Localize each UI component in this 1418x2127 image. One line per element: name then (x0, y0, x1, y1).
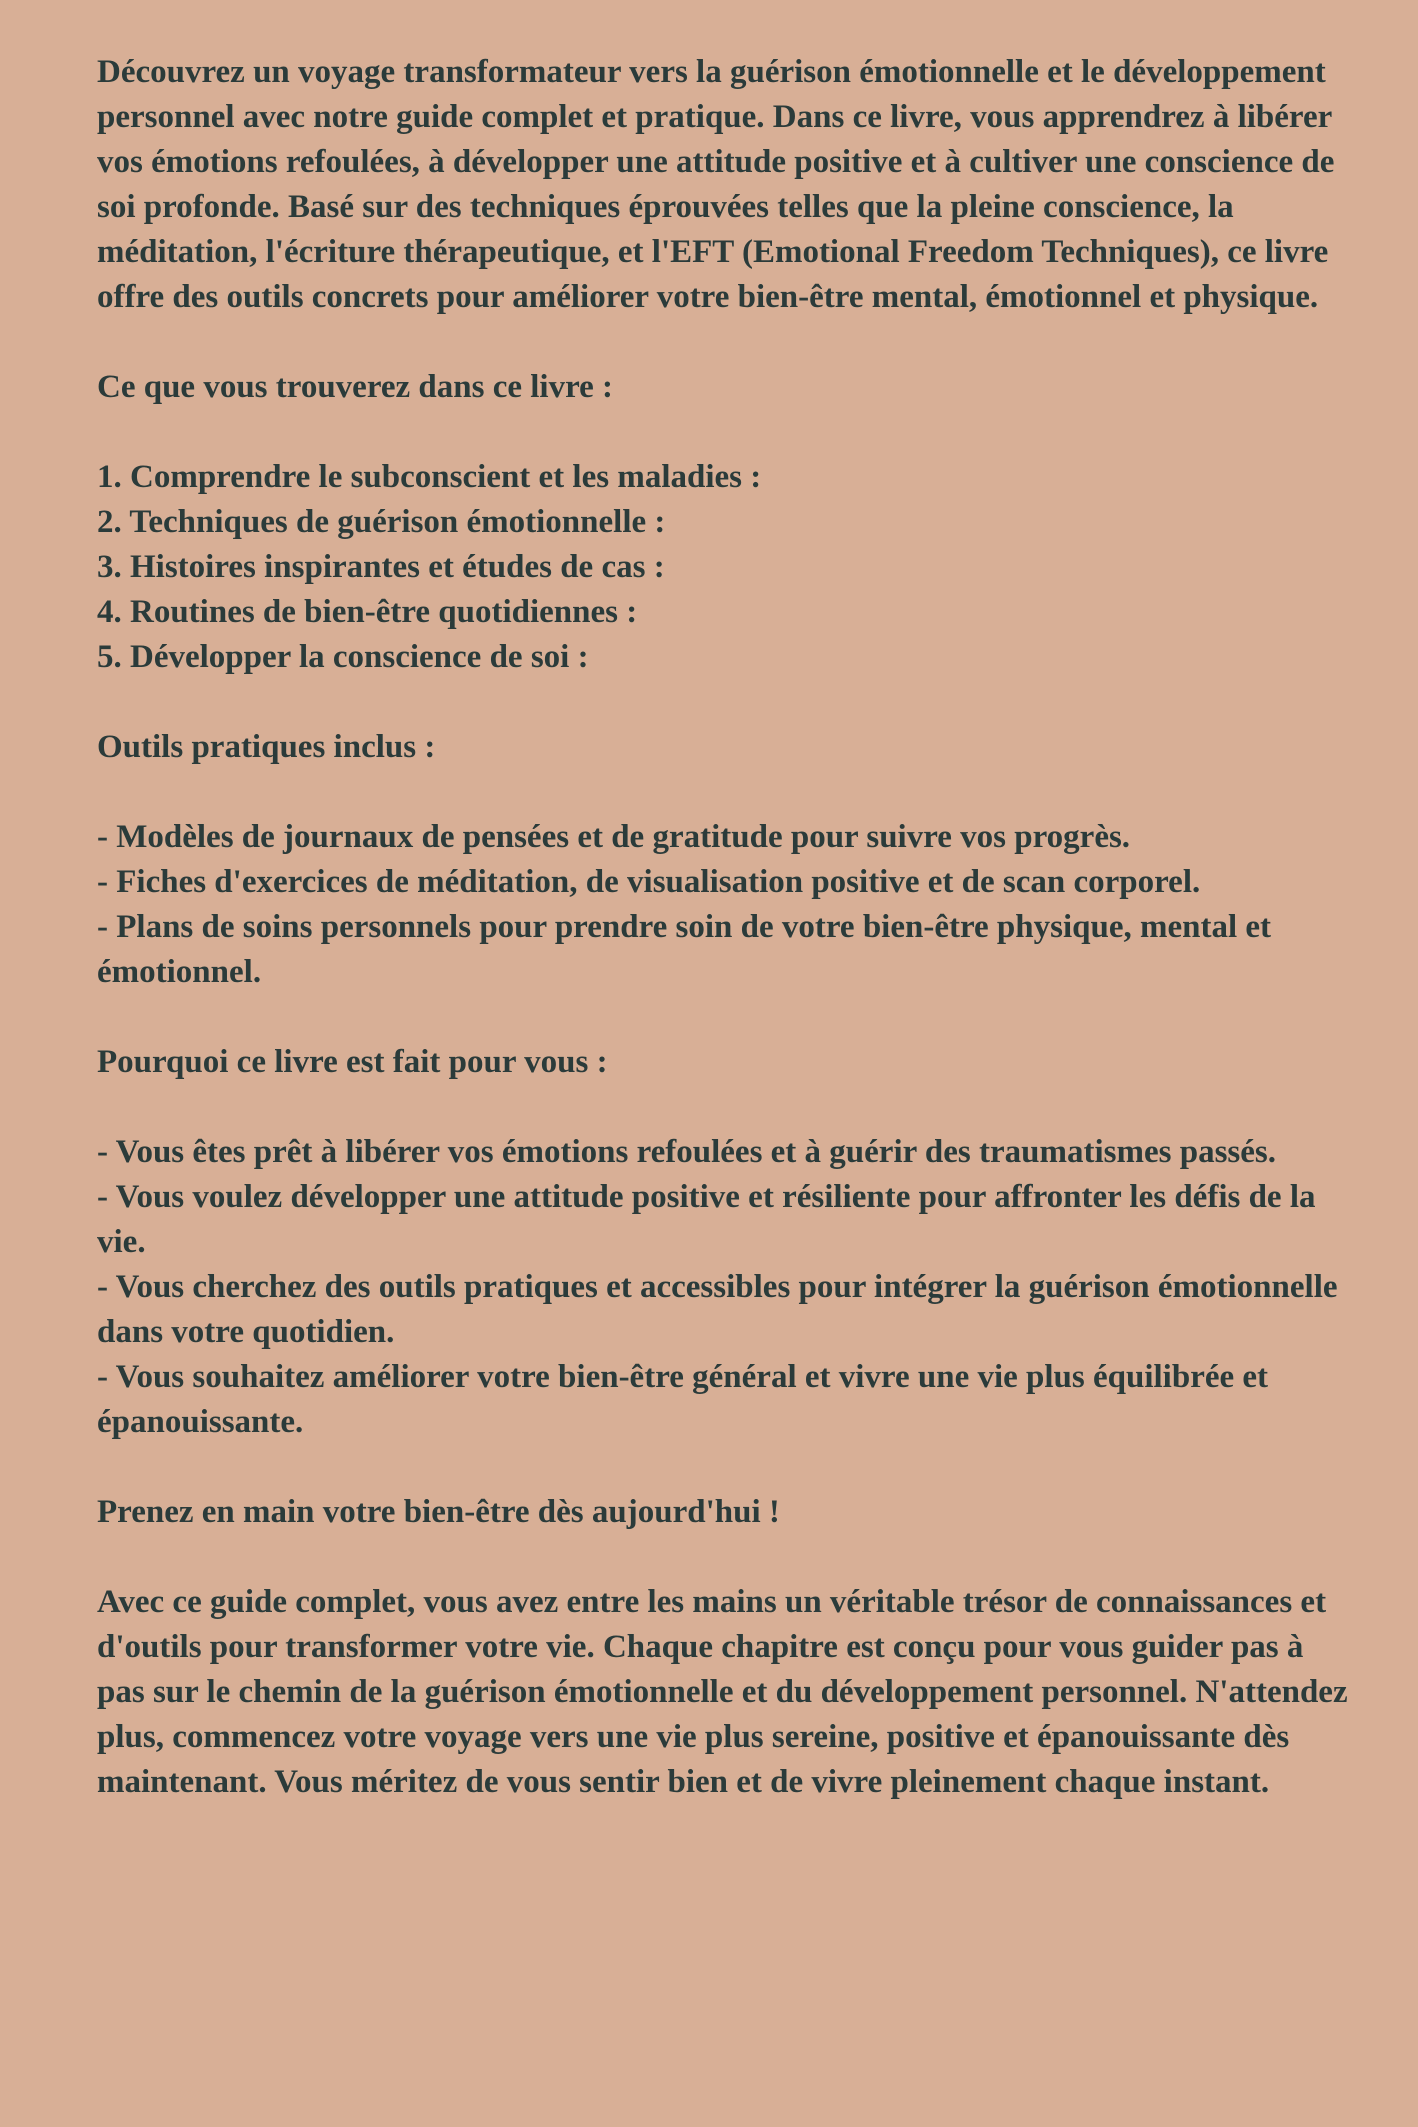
intro-paragraph: Découvrez un voyage transformateur vers la guérison émotionnelle et le développement personnel avec notre guide complet et pratique. Dans ce livre, vous apprendrez à libérer vos émotions refoulées, à développer une attitude positive et à cultiver une conscience de soi profonde. Basé sur des techniques éprouvées telles que la pleine conscience, la méditation, l'écriture thérapeutique, et l'EFT (Emotional Freedom Techniques), ce livre offre des outils concrets pour améliorer votre bien-être mental, émotionnel et physique. (97, 54, 1335, 315)
why-list (97, 1130, 1358, 1445)
contents-item: 3. Histoires inspirantes et études de cas : (97, 549, 665, 585)
tools-item: - Plans de soins personnels pour prendre soin de votre bien-être physique, mental et émotionnel. (97, 909, 1272, 990)
why-heading: Pourquoi ce livre est fait pour vous : (97, 1044, 608, 1080)
spacer (97, 1535, 1358, 1580)
contents-list (97, 455, 1358, 680)
tools-heading: Outils pratiques inclus : (97, 729, 436, 765)
tools-item: - Fiches d'exercices de méditation, de visualisation positive et de scan corporel. (97, 864, 1201, 900)
why-item: - Vous cherchez des outils pratiques et accessibles pour intégrer la guérison émotionnelle dans votre quotidien. (97, 1269, 1338, 1350)
why-item: - Vous êtes prêt à libérer vos émotions refoulées et à guérir des traumatismes passés. (97, 1134, 1276, 1170)
contents-item: 2. Techniques de guérison émotionnelle : (97, 504, 666, 540)
why-item: - Vous voulez développer une attitude positive et résiliente pour affronter les défis de la vie. (97, 1179, 1316, 1260)
tools-item: - Modèles de journaux de pensées et de gratitude pour suivre vos progrès. (97, 819, 1131, 855)
spacer (97, 1445, 1358, 1490)
spacer (97, 320, 1358, 365)
spacer (97, 770, 1358, 815)
contents-item: 4. Routines de bien-être quotidiennes : (97, 594, 638, 630)
tools-list (97, 815, 1358, 995)
contents-heading: Ce que vous trouverez dans ce livre : (97, 369, 614, 405)
contents-item: 1. Comprendre le subconscient et les maladies : (97, 459, 762, 495)
contents-item: 5. Développer la conscience de soi : (97, 639, 589, 675)
why-item: - Vous souhaitez améliorer votre bien-être général et vivre une vie plus équilibrée et épanouissante. (97, 1359, 1269, 1440)
closing-paragraph: Avec ce guide complet, vous avez entre les mains un véritable trésor de connaissances et d'outils pour transformer votre vie. Chaque chapitre est conçu pour vous guider pas à pas sur le chemin de la guérison émotionnelle et du développement personnel. N'attendez plus, commencez votre voyage vers une vie plus sereine, positive et épanouissante dès maintenant. Vous méritez de vous sentir bien et de vivre pleinement chaque instant. (97, 1584, 1348, 1800)
call-to-action: Prenez en main votre bien-être dès aujourd'hui ! (97, 1494, 780, 1530)
spacer (97, 1085, 1358, 1130)
spacer (97, 410, 1358, 455)
spacer (97, 995, 1358, 1040)
spacer (97, 680, 1358, 725)
